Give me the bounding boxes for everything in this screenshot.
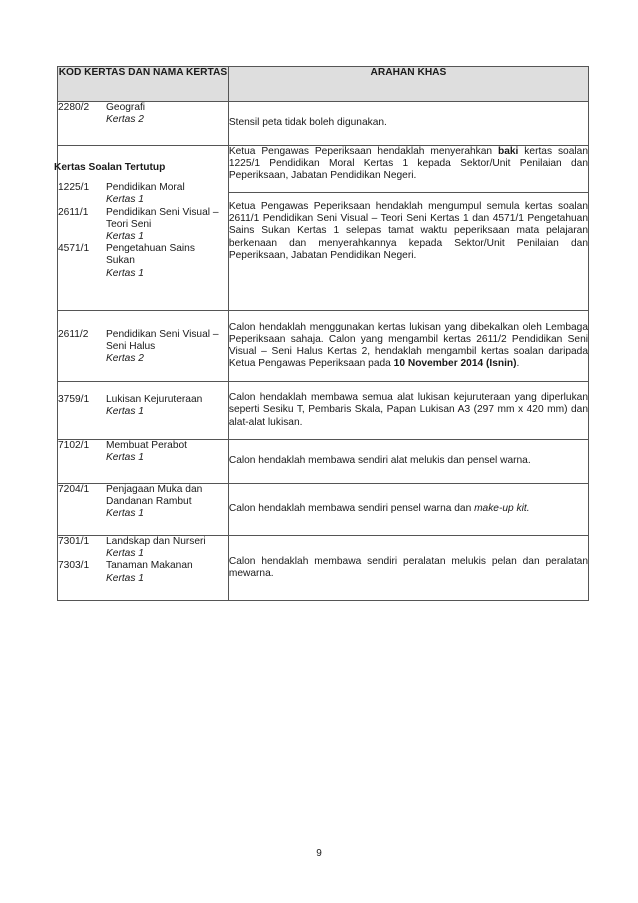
paper-number: Kertas 1 — [106, 548, 144, 560]
code-cell — [58, 536, 229, 601]
instruction-cell — [228, 146, 588, 193]
instruction-text: . — [516, 358, 520, 370]
code-cell — [58, 311, 229, 382]
header-instructions: ARAHAN KHAS — [228, 67, 588, 102]
paper-number: Kertas 1 — [106, 572, 144, 584]
code-cell — [58, 440, 229, 484]
subject-name: Pengetahuan Sains Sukan — [106, 243, 195, 267]
paper-code: 7204/1 — [58, 484, 90, 495]
code-cell — [58, 484, 229, 536]
subject-block — [106, 182, 228, 206]
subject-name: Penjagaan Muka dan Dandanan Rambut — [106, 484, 203, 508]
paper-number: Kertas 1 — [106, 231, 144, 243]
paper-code: 2280/2 — [58, 102, 90, 113]
code-entry — [58, 560, 228, 584]
subject-name: Geografi — [106, 102, 146, 113]
code-entry — [58, 440, 228, 464]
subject-block — [106, 329, 228, 366]
table-row — [58, 382, 589, 440]
code-entry — [58, 329, 228, 366]
table-row — [58, 484, 589, 536]
subject-block — [106, 102, 228, 126]
page-number: 9 — [316, 848, 322, 859]
table-row — [58, 102, 589, 146]
code-entry — [58, 182, 228, 206]
paper-number: Kertas 1 — [106, 406, 144, 418]
subject-name: Pendidikan Seni Visual – Seni Halus — [106, 329, 219, 353]
subject-block — [106, 243, 228, 280]
table-row — [58, 440, 589, 484]
code-cell — [58, 382, 229, 440]
paper-number: Kertas 1 — [106, 194, 144, 206]
paper-code: 2611/1 — [58, 206, 89, 218]
subject-block — [106, 560, 228, 584]
subject-block — [106, 536, 228, 560]
instruction-emphasis: baki — [498, 146, 519, 157]
code-entry — [58, 243, 228, 280]
subject-name: Pendidikan Moral — [106, 182, 185, 194]
paper-code: 1225/1 — [58, 182, 90, 194]
paper-code: 2611/2 — [58, 329, 89, 340]
instruction-cell: Calon hendaklah membawa semua alat lukisan kejuruteraan yang diperlukan seperti Sesiku T, Pembaris Skala, Papan Lukisan A3 (297 mm x 420 mm) dan alat-alat lukisan. — [228, 382, 588, 440]
subject-name: Membuat Perabot — [106, 440, 187, 451]
instruction-cell: Stensil peta tidak boleh digunakan. — [228, 102, 588, 146]
subject-block — [106, 484, 228, 521]
instruction-emphasis: make-up kit. — [474, 503, 530, 515]
subject-name: Landskap dan Nurseri — [106, 536, 206, 547]
paper-number: Kertas 1 — [106, 452, 144, 464]
code-entry — [58, 484, 228, 521]
subject-block — [106, 394, 228, 418]
code-cell — [54, 146, 229, 311]
code-entry — [58, 394, 228, 418]
instruction-cell — [228, 311, 588, 382]
table-row — [58, 146, 589, 193]
instruction-cell: Calon hendaklah membawa sendiri alat melukis dan pensel warna. — [228, 440, 588, 484]
paper-number: Kertas 2 — [106, 353, 144, 365]
subject-name: Tanaman Makanan — [106, 560, 193, 572]
subject-name: Lukisan Kejuruteraan — [106, 394, 203, 405]
header-code-name: KOD KERTAS DAN NAMA KERTAS — [58, 67, 229, 102]
instruction-text: kertas soalan 1225/1 Pendidikan Moral Kertas 1 kepada Sektor/Unit Penilaian dan Peperiksaan, Jabatan Pendidikan Negeri. — [228, 146, 588, 182]
code-entry — [58, 536, 228, 560]
paper-number: Kertas 1 — [106, 508, 144, 520]
subject-block — [106, 207, 228, 244]
paper-code: 7301/1 — [58, 536, 90, 547]
instruction-text: Calon hendaklah menggunakan kertas lukisan yang dibekalkan oleh Lembaga Peperiksaan sahaja. Calon yang mengambil kertas 2611/2 Pendidikan Seni Visual – Seni Halus Kertas 2, hendaklah mengambil kertas soalan daripada Ketua Pengawas Peperiksaan pada — [228, 321, 588, 370]
code-entry — [58, 207, 228, 244]
table-row — [58, 536, 589, 601]
subject-name: Pendidikan Seni Visual – Teori Seni — [106, 206, 219, 230]
instruction-emphasis: 10 November 2014 (Isnin) — [393, 358, 517, 370]
code-cell — [58, 102, 229, 146]
table-row — [58, 311, 589, 382]
code-entry — [58, 102, 228, 126]
table-header-row — [58, 67, 589, 102]
exam-instructions-table — [54, 66, 589, 601]
paper-number: Kertas 2 — [106, 114, 144, 126]
paper-code: 7303/1 — [58, 560, 90, 572]
subject-block — [106, 440, 228, 464]
instruction-text: Ketua Pengawas Peperiksaan hendaklah menyerahkan — [228, 146, 498, 157]
instruction-cell: Calon hendaklah membawa sendiri peralatan melukis pelan dan peralatan mewarna. — [228, 536, 588, 601]
instruction-text: Calon hendaklah membawa sendiri pensel warna dan — [228, 503, 475, 515]
paper-number: Kertas 1 — [106, 267, 144, 279]
instruction-cell: Ketua Pengawas Peperiksaan hendaklah mengumpul semula kertas soalan 2611/1 Pendidikan Seni Visual – Teori Seni Kertas 1 dan 4571/1 Pengetahuan Sains Sukan Kertas 1 selepas tamat waktu peperiksaan mata pelajaran berkenaan dan menyerahkannya kepada Sektor/Unit Penilaian dan Peperiksaan, Jabatan Pendidikan Negeri. — [228, 193, 588, 311]
paper-code: 3759/1 — [58, 394, 90, 405]
paper-code: 7102/1 — [58, 440, 90, 451]
section-title: Kertas Soalan Tertutup — [54, 162, 166, 173]
paper-code: 4571/1 — [58, 243, 90, 255]
instruction-cell — [228, 484, 588, 536]
